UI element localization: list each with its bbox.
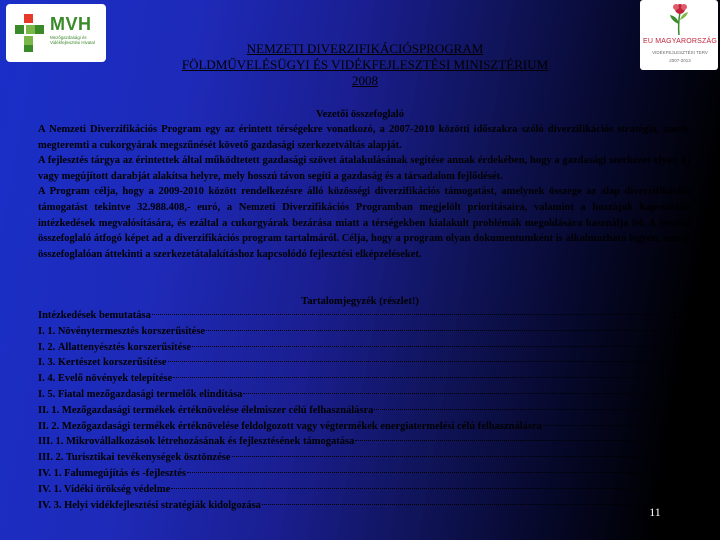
toc-row-page: 149 [672, 467, 688, 479]
toc-leader-dots [232, 456, 672, 457]
toc-leader-dots [243, 393, 671, 394]
toc-row-page: 139 [672, 420, 688, 432]
toc-row [38, 484, 688, 500]
toc-row [38, 452, 688, 468]
toc-title: Tartalomjegyzék (részlet!) [301, 296, 419, 307]
toc-leader-dots [171, 488, 671, 489]
toc-leader-dots [168, 361, 672, 362]
eu-hungary-logo-subtitle: VIDÉKFEJLESZTÉSI TERV [652, 50, 708, 55]
summary-paragraph: A Nemzeti Diverzifikációs Program egy az érintett térségekre vonatkozó, a 2007-2010 közötti időszakra szóló diverzifikációs stratégia, amely megteremti a cukorgyárak megszűnését követő gazdasági szerkezetváltás alapját. [38, 124, 690, 151]
toc-row [38, 436, 688, 452]
toc-row-page: 142 [672, 436, 688, 448]
toc-row-page: 121 [672, 325, 688, 337]
summary-paragraph: A fejlesztés tárgya az érintettek által működtetett gazdasági szövet átalakulásának segítése annak érdekében, hogy a gazdasági szerkezet olyan új vagy megújított darabját alakítsa helyre, mely hosszú távon segíti a gazdaság és a társadalom fejlődését. [38, 155, 690, 182]
toc-row-label: II. 1. Mezőgazdasági termékek értéknövelése élelmiszer célú felhasználásra [38, 404, 374, 416]
toc-row [38, 389, 688, 405]
toc-row [38, 421, 688, 437]
mvh-logo-name: MVH [50, 14, 92, 34]
toc-leader-dots [374, 409, 671, 410]
toc-leader-dots [192, 346, 671, 347]
toc-row-label: I. 1. Növénytermesztés korszerűsítése [38, 325, 206, 337]
toc-row-page: 136 [672, 404, 688, 416]
toc-row-label: II. 2. Mezőgazdasági termékek értéknövelése feldolgozott vagy végtermékek energiatermelési célú felhasználásra [38, 420, 542, 432]
toc-row-page: 152 [672, 483, 688, 495]
toc-row-label: III. 1. Mikrovállalkozások létrehozásának és fejlesztésének támogatása [38, 436, 355, 448]
toc-row-label: IV. 1. Falumegújítás és -fejlesztés [38, 467, 186, 479]
toc-row [38, 342, 688, 358]
toc-row-page: 145 [672, 452, 688, 464]
toc-leader-dots [355, 440, 671, 441]
toc-row-page: 155 [672, 499, 688, 511]
heading-ministry: FÖLDMŰVELÉSÜGYI ÉS VIDÉKFEJLESZTÉSI MINISZTÉRIUM [181, 57, 549, 72]
toc-row-page: 127 [672, 357, 688, 369]
toc-row-label: I. 4. Évelő növények telepítése [38, 373, 173, 385]
mvh-logo [6, 4, 106, 62]
toc-row [38, 468, 688, 484]
toc-leader-dots [173, 377, 671, 378]
toc-leader-dots [206, 330, 671, 331]
summary-title: Vezetői összefoglaló [316, 109, 404, 120]
toc-row-label: Intézkedések bemutatása [38, 310, 151, 321]
eu-hungary-logo-name: EU MAGYARORSZÁG [642, 38, 718, 45]
toc-row-label: I. 3. Kertészet korszerűsítése [38, 357, 167, 369]
toc-row-label: I. 5. Fiatal mezőgazdasági termelők elindítása [38, 388, 243, 400]
toc-row-page: 130 [672, 373, 688, 385]
eu-hungary-logo-years: 2007-2013 [669, 58, 691, 63]
toc-leader-dots [262, 504, 671, 505]
toc-leader-dots [152, 314, 671, 315]
toc-row [38, 500, 688, 516]
toc-row [38, 326, 688, 342]
mvh-logo-tagline: Mezőgazdasági és Vidékfejlesztési Hivatal [50, 35, 95, 45]
toc-row [38, 310, 688, 326]
flower-icon [664, 2, 694, 36]
page-heading [100, 41, 630, 89]
heading-program-title: NEMZETI DIVERZIFIKÁCIÓSPROGRAM [246, 41, 484, 56]
toc-row-page: 124 [672, 341, 688, 353]
toc-row-page: 121 [672, 310, 688, 321]
toc-row-label: IV. 3. Helyi vidékfejlesztési stratégiák kidolgozása [38, 499, 261, 511]
toc-row [38, 373, 688, 389]
toc-row-label: IV. 1. Vidéki örökség védelme [38, 483, 171, 495]
toc-row [38, 357, 688, 373]
toc-leader-dots [543, 425, 671, 426]
eu-hungary-logo [640, 0, 718, 70]
summary-paragraph: A Program célja, hogy a 2009-2010 között rendelkezésre álló közösségi diverzifikációs támogatást, amelynek összege az alap diverzifikációs támogatást tekintve 32.988.408,- euró, a Nemzeti Diverzifikációs Programban megjelölt prioritásaira, valamint a hozzájuk kapcsolódó intézkedések megvalósítására, és ezáltal a cukorgyárak bezárása miatt a térségekben kialakult problémák megoldására használja fel. A vezetői összefoglaló átfogó képet ad a diverzifikációs program tartalmáról. Célja, hogy a program olyan dokumentumként is alkalmazható legyen, amely összefoglalóan áttekinti a szerkezetátalakításhoz kapcsolódó fejlesztési elképzeléseket. [38, 186, 690, 260]
toc-row-label: III. 2. Turisztikai tevékenységek ösztönzése [38, 452, 231, 464]
toc-row [38, 405, 688, 421]
slide-number: 11 [649, 505, 661, 519]
toc-row-label: I. 2. Állattenyésztés korszerűsítése [38, 341, 192, 353]
executive-summary [38, 122, 690, 262]
table-of-contents [38, 310, 688, 515]
heading-year: 2008 [352, 73, 378, 88]
mvh-logo-icon [12, 12, 46, 54]
toc-row-page: 133 [672, 388, 688, 400]
toc-leader-dots [187, 472, 671, 473]
